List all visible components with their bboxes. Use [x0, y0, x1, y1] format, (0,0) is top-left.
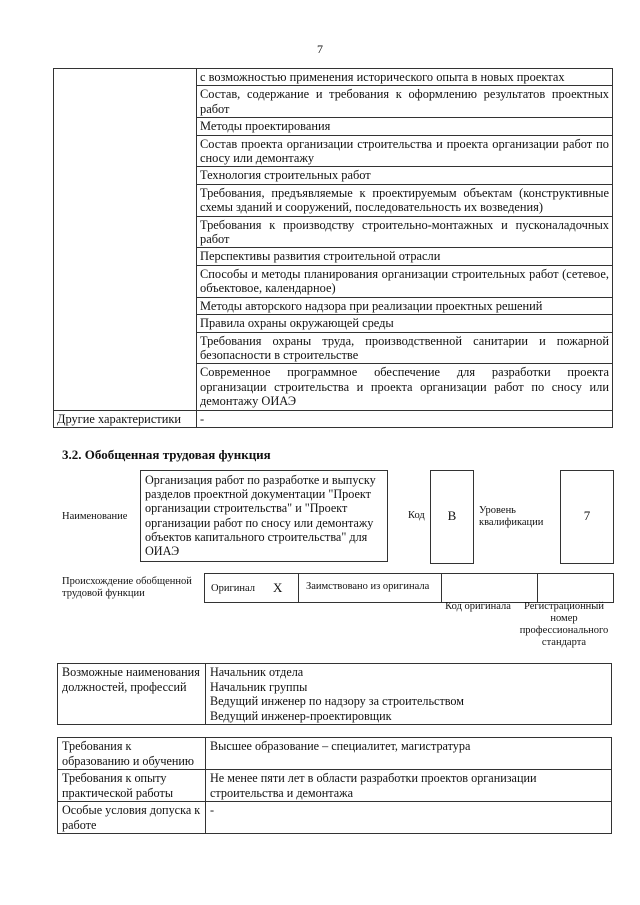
reg-number-caption: Регистрационный номер профессионального стандарта	[519, 601, 609, 648]
experience-label: Требования к опыту практической работы	[58, 770, 206, 802]
experience-value: Не менее пяти лет в области разработки проектов организации строительства и демонтажа	[206, 770, 612, 802]
divider	[441, 574, 442, 602]
empty-left-cell	[54, 69, 197, 411]
admission-value: -	[206, 802, 612, 834]
list-item: Состав, содержание и требования к оформлению результатов проектных работ	[197, 86, 613, 118]
other-characteristics-label: Другие характеристики	[54, 410, 197, 427]
list-item: Требования охраны труда, производственной санитарии и пожарной безопасности в строительстве	[197, 332, 613, 364]
table-row	[54, 69, 613, 86]
other-characteristics-value: -	[197, 410, 613, 427]
qualification-level-label: Уровень квалификации	[479, 505, 544, 528]
code-box	[430, 470, 474, 564]
list-item: Требования, предъявляемые к проектируемым объектам (конструктивные схемы зданий и сооружений, последовательность их возведения)	[197, 184, 613, 216]
borrowed-label: Заимствовано из оригинала	[306, 581, 430, 592]
table-row	[58, 770, 612, 802]
table-row	[58, 664, 612, 725]
list-item: с возможностью применения исторического опыта в новых проектах	[197, 69, 613, 86]
divider	[537, 574, 538, 602]
list-item: Современное программное обеспечение для разработки проекта организации строительства и проекта организации работ по сносу или демонтажу ОИАЭ	[197, 364, 613, 410]
origin-row	[204, 573, 614, 603]
section-title: 3.2. Обобщенная трудовая функция	[62, 447, 271, 462]
list-item: Ведущий инженер по надзору за строительством	[210, 694, 465, 708]
list-item: Правила охраны окружающей среды	[197, 315, 613, 332]
list-item: Перспективы развития строительной отрасли	[197, 248, 613, 265]
admission-label: Особые условия допуска к работе	[58, 802, 206, 834]
list-item: Способы и методы планирования организации строительных работ (сетевое, объектовое, календарное)	[197, 265, 613, 297]
list-item: Требования к производству строительно-монтажных и пусконаладочных работ	[197, 216, 613, 248]
code-caption: Код оригинала	[445, 601, 511, 612]
table-row	[54, 410, 613, 427]
page-number: 7	[317, 42, 323, 56]
name-label: Наименование	[62, 511, 128, 522]
original-mark: X	[273, 580, 283, 595]
knowledge-table	[53, 68, 613, 428]
function-name-box	[140, 470, 388, 562]
code-label: Код	[408, 510, 425, 521]
table-row	[58, 802, 612, 834]
education-label: Требования к образованию и обучению	[58, 738, 206, 770]
list-item: Технология строительных работ	[197, 167, 613, 184]
divider	[298, 574, 299, 602]
code-value: B	[447, 508, 457, 523]
origin-label: Происхождение обобщенной трудовой функции	[62, 576, 192, 599]
list-item: Методы авторского надзора при реализации проектных решений	[197, 297, 613, 314]
list-item: Методы проектирования	[197, 118, 613, 135]
qualification-level-value: 7	[583, 508, 591, 523]
list-item: Начальник отдела	[210, 665, 304, 679]
positions-table	[57, 663, 612, 725]
original-label: Оригинал	[211, 583, 255, 594]
requirements-table	[57, 737, 612, 834]
table-row	[58, 738, 612, 770]
list-item: Состав проекта организации строительства и проекта организации работ по сносу или демонтажу	[197, 135, 613, 167]
list-item: Ведущий инженер-проектировщик	[210, 708, 392, 723]
list-item: Начальник группы	[210, 679, 308, 694]
positions-list	[206, 664, 612, 725]
function-name: Организация работ по разработке и выпуску разделов проектной документации "Проект организации строительства" и "Проект организации работ по сносу или демонтажу объектов капитального строительства" для ОИАЭ	[145, 473, 376, 559]
qualification-level-box	[560, 470, 614, 564]
education-value: Высшее образование – специалитет, магистратура	[206, 738, 612, 770]
positions-label: Возможные наименования должностей, профессий	[58, 664, 206, 725]
